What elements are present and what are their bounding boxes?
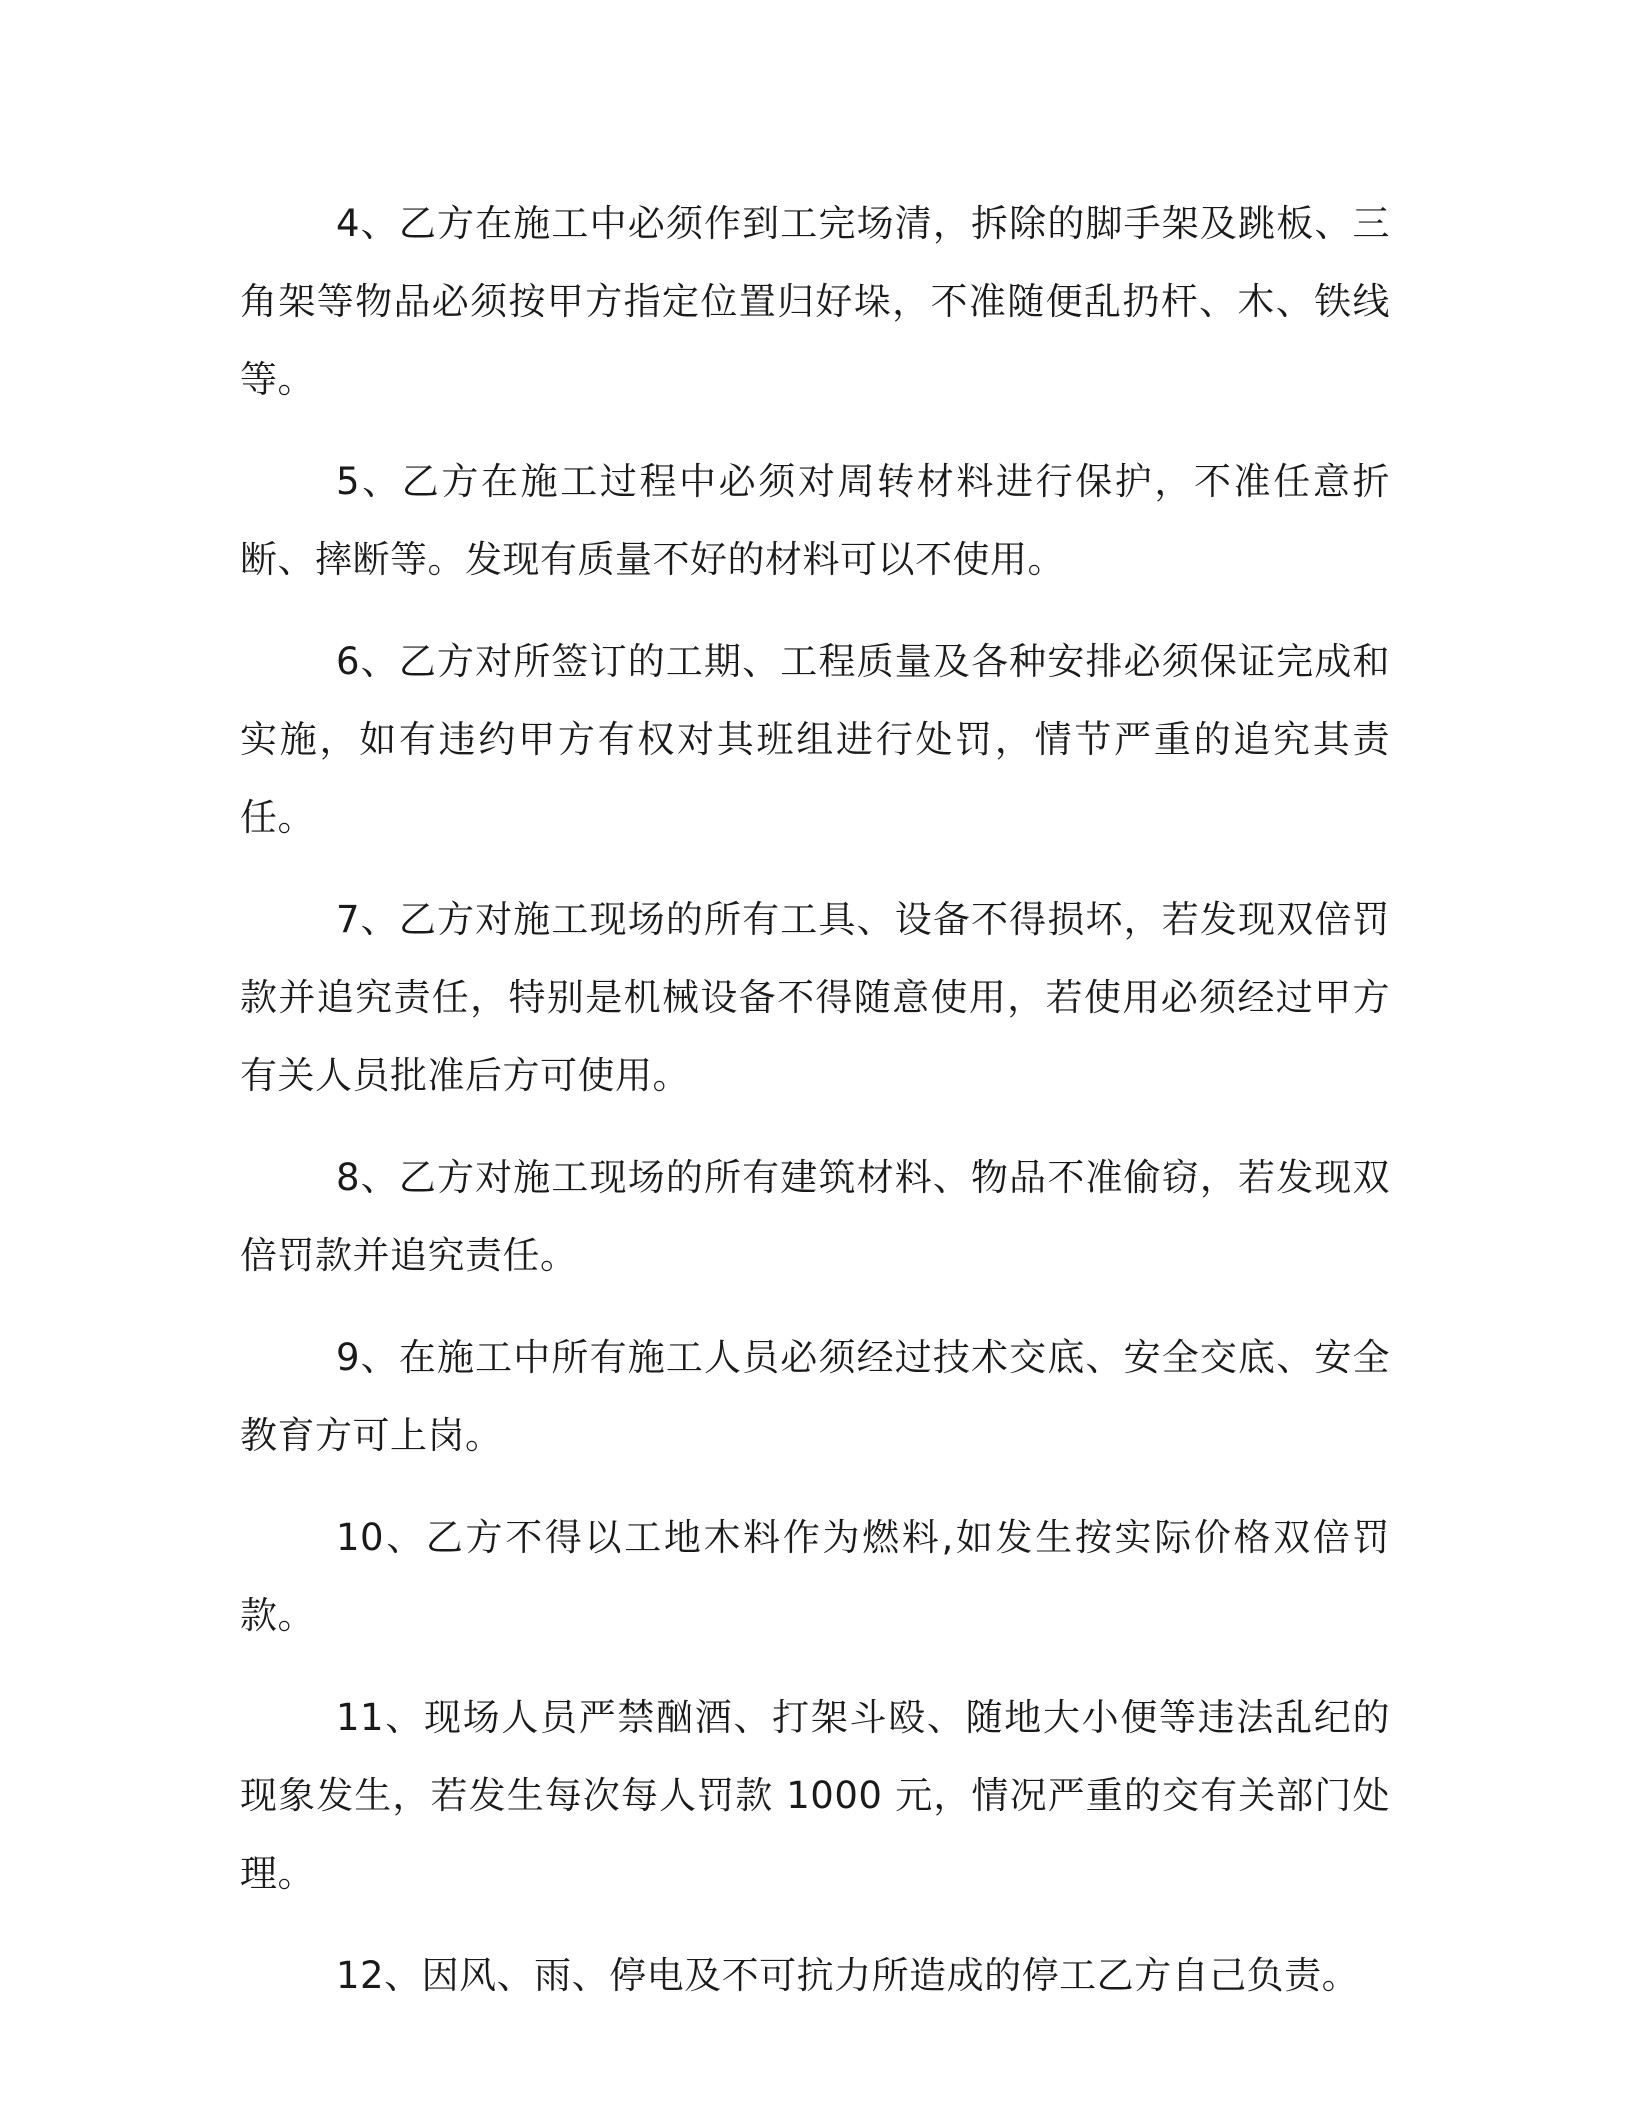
clause-4: 4、乙方在施工中必须作到工完场清，拆除的脚手架及跳板、三角架等物品必须按甲方指定位置归好垛，不准随便乱扔杆、木、铁线等。 <box>240 202 1390 401</box>
clause-11: 11、现场人员严禁酗酒、打架斗殴、随地大小便等违法乱纪的现象发生，若发生每次每人罚款 1000 元，情况严重的交有关部门处理。 <box>240 1696 1390 1895</box>
clause-6: 6、乙方对所签订的工期、工程质量及各种安排必须保证完成和实施，如有违约甲方有权对其班组进行处罚，情节严重的追究其责任。 <box>240 640 1390 839</box>
clause-8: 8、乙方对施工现场的所有建筑材料、物品不准偷窃，若发现双倍罚款并追究责任。 <box>240 1156 1390 1277</box>
clause-7: 7、乙方对施工现场的所有工具、设备不得损坏，若发现双倍罚款并追究责任，特别是机械设备不得随意使用，若使用必须经过甲方有关人员批准后方可使用。 <box>240 898 1390 1097</box>
clause-9: 9、在施工中所有施工人员必须经过技术交底、安全交底、安全教育方可上岗。 <box>240 1336 1390 1457</box>
clause-10: 10、乙方不得以工地木料作为燃料,如发生按实际价格双倍罚款。 <box>240 1516 1390 1637</box>
clause-5: 5、乙方在施工过程中必须对周转材料进行保护，不准任意折断、摔断等。发现有质量不好的材料可以不使用。 <box>240 460 1390 581</box>
document-body <box>240 185 1390 2039</box>
clause-12: 12、因风、雨、停电及不可抗力所造成的停工乙方自己负责。 <box>336 1954 1360 1997</box>
